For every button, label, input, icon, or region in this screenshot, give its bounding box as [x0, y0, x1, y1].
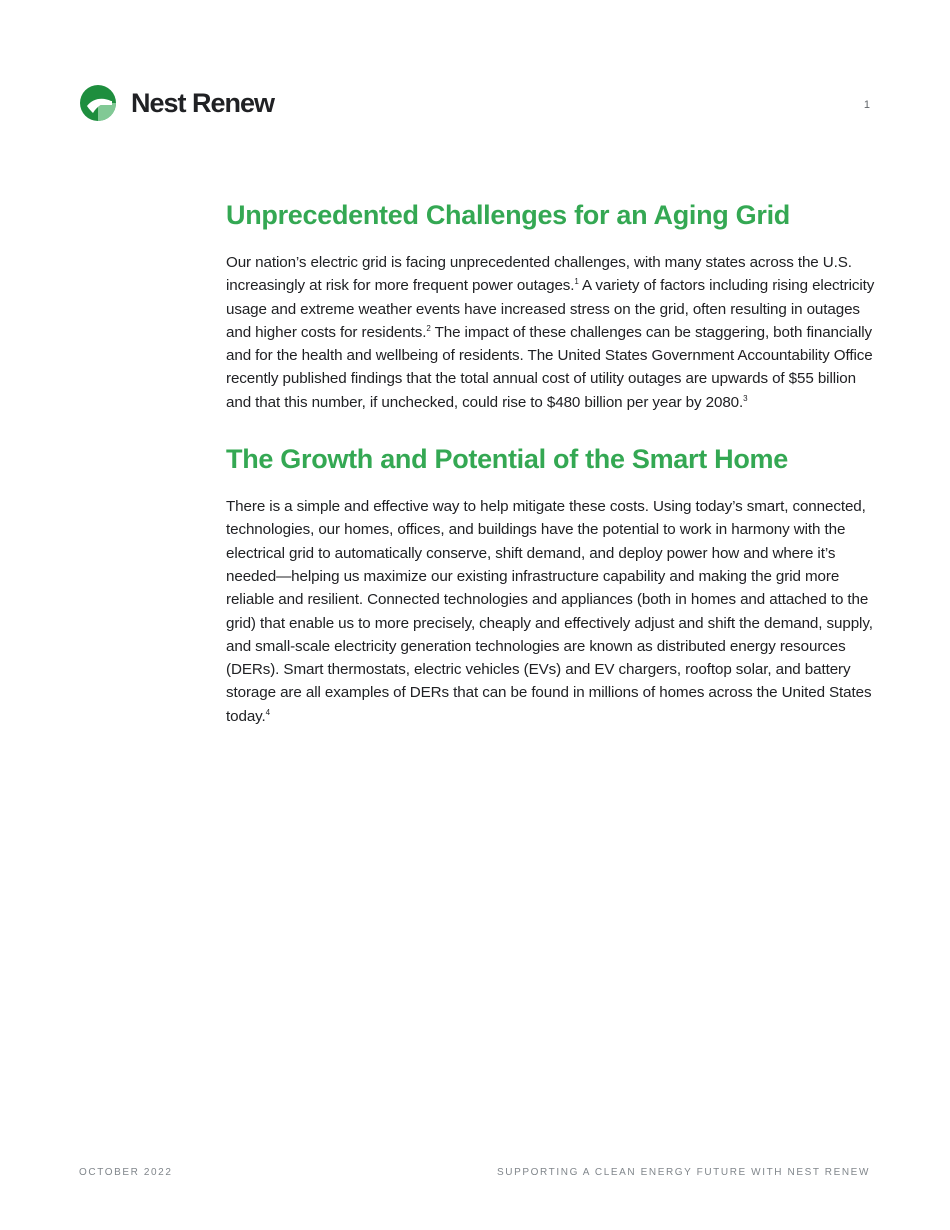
section-smart-home [226, 440, 876, 728]
section-grid-challenges [226, 196, 876, 414]
main-content [226, 196, 876, 728]
footnote-marker: 2 [426, 323, 431, 333]
footnote-marker: 3 [743, 393, 748, 403]
paragraph-text: There is a simple and effective way to help mitigate these costs. Using today’s smart, connected, technologies, our homes, offices, and buildings have the potential to work in harmony with the electrical grid to automatically conserve, shift demand, and deploy power how and where it’s needed—helping us maximize our existing infrastructure capability and making the grid more reliable and resilient. Connected technologies and appliances (both in homes and attached to the grid) that enable us to more precisely, cheaply and effectively adjust and shift the demand, supply, and small-scale electricity generation technologies are known as distributed energy resources (DERs). Smart thermostats, electric vehicles (EVs) and EV chargers, rooftop solar, and battery storage are all examples of DERs that can be found in millions of homes across the United States today. [226, 498, 873, 725]
footnote-marker: 1 [574, 277, 579, 287]
section-paragraph [226, 495, 876, 728]
footnote-marker: 4 [265, 707, 271, 717]
header [79, 84, 274, 122]
paragraph-text: Our nation’s electric grid is facing unprecedented challenges, with many states across the U.S. increasingly at risk for more frequent power outages. [226, 254, 852, 295]
section-paragraph [226, 251, 876, 414]
footer-date: OCTOBER 2022 [79, 1167, 173, 1178]
footer-title: SUPPORTING A CLEAN ENERGY FUTURE WITH NEST RENEW [497, 1167, 870, 1178]
brand-name: Nest Renew [131, 88, 275, 118]
page-number: 1 [863, 99, 870, 111]
nest-renew-logo-icon [79, 84, 117, 122]
paragraph-text: A variety of factors including rising electricity usage and extreme weather events have increased stress on the grid, often resulting in outages and higher costs for residents. [226, 277, 875, 341]
section-heading: Unprecedented Challenges for an Aging Grid [226, 200, 790, 230]
paragraph-text: The impact of these challenges can be staggering, both financially and for the health and wellbeing of residents. The United States Government Accountability Office recently published findings that the total annual cost of utility outages are upwards of $55 billion and that this number, if unchecked, could rise to $480 billion per year by 2080. [226, 323, 873, 411]
section-heading: The Growth and Potential of the Smart Home [226, 444, 788, 475]
